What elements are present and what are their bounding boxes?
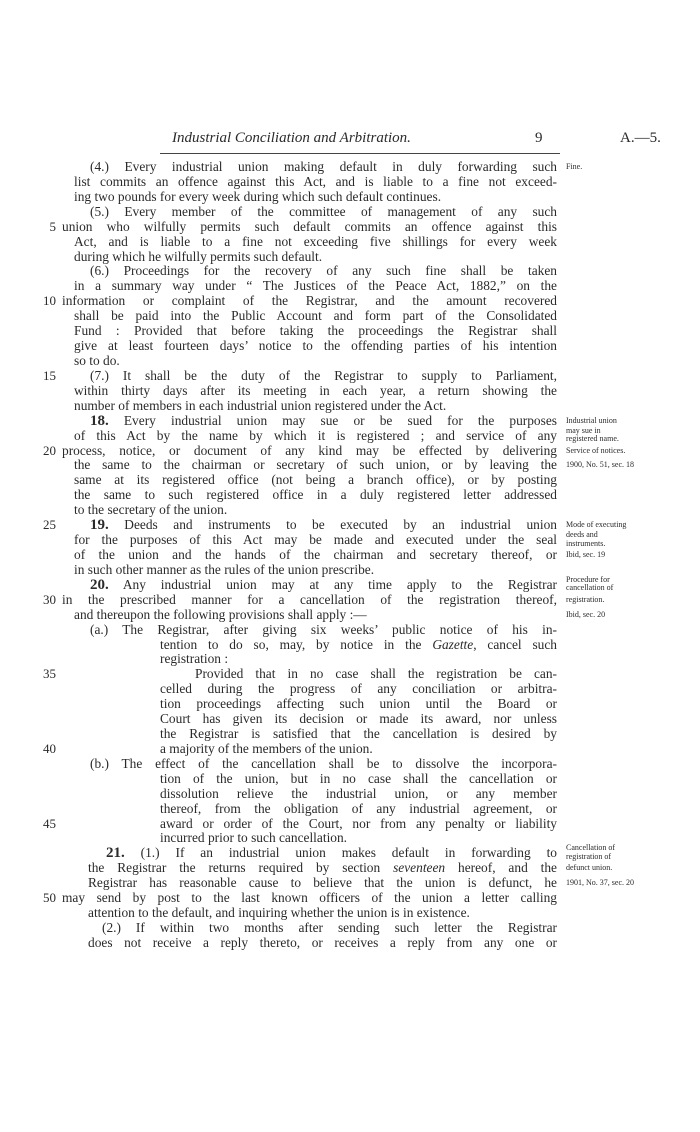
line-text: may send by post to the last known officers of the union a letter calling [62,891,557,906]
text-line [0,817,700,832]
line-text: ing two pounds for every week during which such default continues. [74,189,442,204]
line-text: thereof, from the obligation of any industrial agreement, or [160,801,557,816]
section-number: 21. [106,846,125,862]
document-code: A.—5. [620,130,661,146]
text-line [0,906,700,921]
marginal-note: deeds and instruments. [566,530,606,548]
line-text: of the union and the hands of the chairman and secretary thereof, or [74,547,557,562]
line-text: in such other manner as the rules of the union prescribe. [74,562,375,577]
line-text: number of members in each industrial union registered under the Act. [74,398,447,413]
text-line [0,667,700,682]
text-line [0,160,700,175]
section-number: 20. [90,577,109,593]
line-text: 21. (1.) If an industrial union makes default in forwarding to [106,846,557,862]
statute-text [0,160,700,951]
line-text: union who wilfully permits such default commits an offence against this [62,219,557,234]
line-text: the Registrar the returns required by section seventeen hereof, and the [88,861,557,876]
marginal-note: 1900, No. 51, sec. 18 [566,460,634,470]
line-text: does not receive a reply thereto, or receives a reply from any one or [88,935,557,950]
text-line [0,473,700,488]
text-line [0,787,700,802]
text-line [0,354,700,369]
line-text: (6.) Proceedings for the recovery of any such fine shall be taken [90,264,557,279]
text-line [0,548,700,563]
text-line [0,530,700,548]
text-line [0,921,700,936]
line-text: attention to the default, and inquiring whether the union is in existence. [88,906,470,921]
section-number: 18. [90,413,109,429]
text-line [0,279,700,294]
line-text: tion of the union, but in no case shall the cancellation or [160,771,557,786]
line-text: dissolution relieve the industrial union, or any member [160,786,557,801]
text-line [0,339,700,354]
text-line [0,384,700,399]
line-text: tention to do so, may, by notice in the Gazette, cancel such [160,637,557,652]
text-line [0,220,700,235]
header-rule [160,153,560,154]
marginal-note: Service of notices. [566,445,626,455]
marginal-note: Ibid, sec. 20 [566,609,606,619]
line-text: the Registrar is satisfied that the cancellation is desired by [160,727,557,742]
line-number: 20 [43,442,56,458]
line-text: (5.) Every member of the committee of management of any such [90,204,557,219]
line-text: Registrar has reasonable cause to believe that the union is defunct, he [88,876,557,891]
text-line [0,294,700,309]
page-number: 9 [535,130,543,146]
text-line [0,399,700,414]
marginal-note: Fine. [566,162,583,171]
italic-term: Gazette [432,637,474,652]
line-text: within thirty days after its meeting in each year, a return showing the [74,383,557,398]
italic-term: seventeen [393,861,446,876]
marginal-note: may sue in registered name. [566,425,619,444]
line-text: the same to the chairman or secretary of such union, or by leaving the [74,458,557,473]
line-text: registration : [160,652,229,667]
line-text: during which he wilfully permits such default. [74,249,323,264]
line-text: for the purposes of this Act may be made and executed under the seal [74,533,557,548]
line-number: 50 [43,890,56,906]
text-line [0,727,700,742]
line-text: (2.) If within two months after sending such letter the Registrar [102,921,557,936]
line-text: same at its registered office (not being a branch office), or by posting [74,473,557,488]
text-line [0,742,700,757]
line-number: 30 [43,591,56,607]
line-text: and thereupon the following provisions shall apply :— [74,607,367,622]
line-text: in the prescribed manner for a cancellation of the registration thereof, [62,592,557,607]
text-line [0,444,700,459]
text-line [0,772,700,787]
line-text: a majority of the members of the union. [160,741,373,756]
text-line [0,697,700,712]
line-text: give at least fourteen days’ notice to the offending parties of his intention [74,339,557,354]
line-text: of this Act by the name by which it is registered ; and service of any [74,428,557,443]
text-line [0,309,700,324]
section-number: 19. [90,518,109,534]
marginal-note: Ibid, sec. 19 [566,549,606,559]
marginal-note: Procedure for cancellation of [566,574,614,593]
line-text: process, notice, or document of any kind may be effected by delivering [62,443,557,458]
text-line [0,593,700,608]
text-line [0,802,700,817]
marginal-note: registration. [566,594,605,604]
line-text: (a.) The Registrar, after giving six weeks’ public notice of his in- [90,622,557,637]
marginal-note: Mode of executing [566,520,627,530]
text-line [0,324,700,339]
line-number: 10 [43,293,56,309]
line-text: celled during the progress of any conciliation or arbitra- [160,682,557,697]
text-line [0,891,700,906]
line-text: Act, and is liable to a fine not exceeding five shillings for every week [74,234,557,249]
line-text: Provided that in no case shall the registration be can- [195,667,557,682]
line-text: 20. Any industrial union may at any time apply to the Registrar [90,577,557,593]
line-number: 15 [43,367,56,383]
text-line [0,369,700,384]
line-number: 45 [43,815,56,831]
line-text: (4.) Every industrial union making default in duly forwarding such [90,160,557,174]
line-text: incurred prior to such cancellation. [160,831,348,846]
text-line [0,264,700,279]
text-line [0,757,700,772]
marginal-note: Cancellation of registration of [566,843,616,861]
text-line [0,682,700,697]
text-line [0,205,700,220]
running-title: Industrial Conciliation and Arbitration. [172,130,411,146]
line-number: 35 [43,666,56,682]
line-text: 19. Deeds and instruments to be executed by an industrial union [90,518,557,534]
line-text: Fund : Provided that before taking the proceedings the Registrar shall [74,324,557,339]
text-line [0,175,700,190]
text-line [0,250,700,265]
line-text: so to do. [74,353,120,368]
line-text: to the secretary of the union. [74,503,228,518]
line-text: 18. Every industrial union may sue or be sued for the purposes [90,413,557,429]
text-line [0,190,700,205]
text-line [0,936,700,951]
text-line [0,876,700,891]
text-line [0,458,700,473]
marginal-note: 1901, No. 37, sec. 20 [566,878,634,888]
text-line [0,503,700,518]
line-number: 40 [43,740,56,756]
marginal-note: Industrial union [566,415,617,425]
line-text: tion proceedings affecting such union until the Board or [160,697,557,712]
text-line [0,623,700,638]
line-number: 25 [43,517,56,533]
line-text: award or order of the Court, nor from any penalty or liability [160,816,557,831]
page-header [0,130,700,150]
line-number: 5 [49,218,56,234]
text-line [0,652,700,667]
text-line [0,712,700,727]
line-text: in a summary way under “ The Justices of the Peace Act, 1882,” on the [74,279,557,294]
text-line [0,488,700,503]
line-text: (7.) It shall be the duty of the Registrar to supply to Parliament, [90,368,557,383]
text-line [0,608,700,623]
text-line [0,235,700,250]
text-line [0,843,700,862]
line-text: information or complaint of the Registrar, and the amount recovered [62,294,557,309]
marginal-note: defunct union. [566,863,613,873]
line-text: (b.) The effect of the cancellation shall be to dissolve the incorpora- [90,756,557,771]
text-line [0,574,700,593]
line-text: shall be paid into the Public Account and form part of the Consolidated [74,309,557,324]
text-line [0,638,700,653]
line-text: Court has given its decision or made its award, nor unless [160,712,557,727]
line-text: list commits an offence against this Act, and is liable to a fine not exceed- [74,174,557,189]
line-text: the same to such registered office in a duly registered letter addressed [74,488,557,503]
text-line [0,425,700,444]
text-line [0,861,700,876]
